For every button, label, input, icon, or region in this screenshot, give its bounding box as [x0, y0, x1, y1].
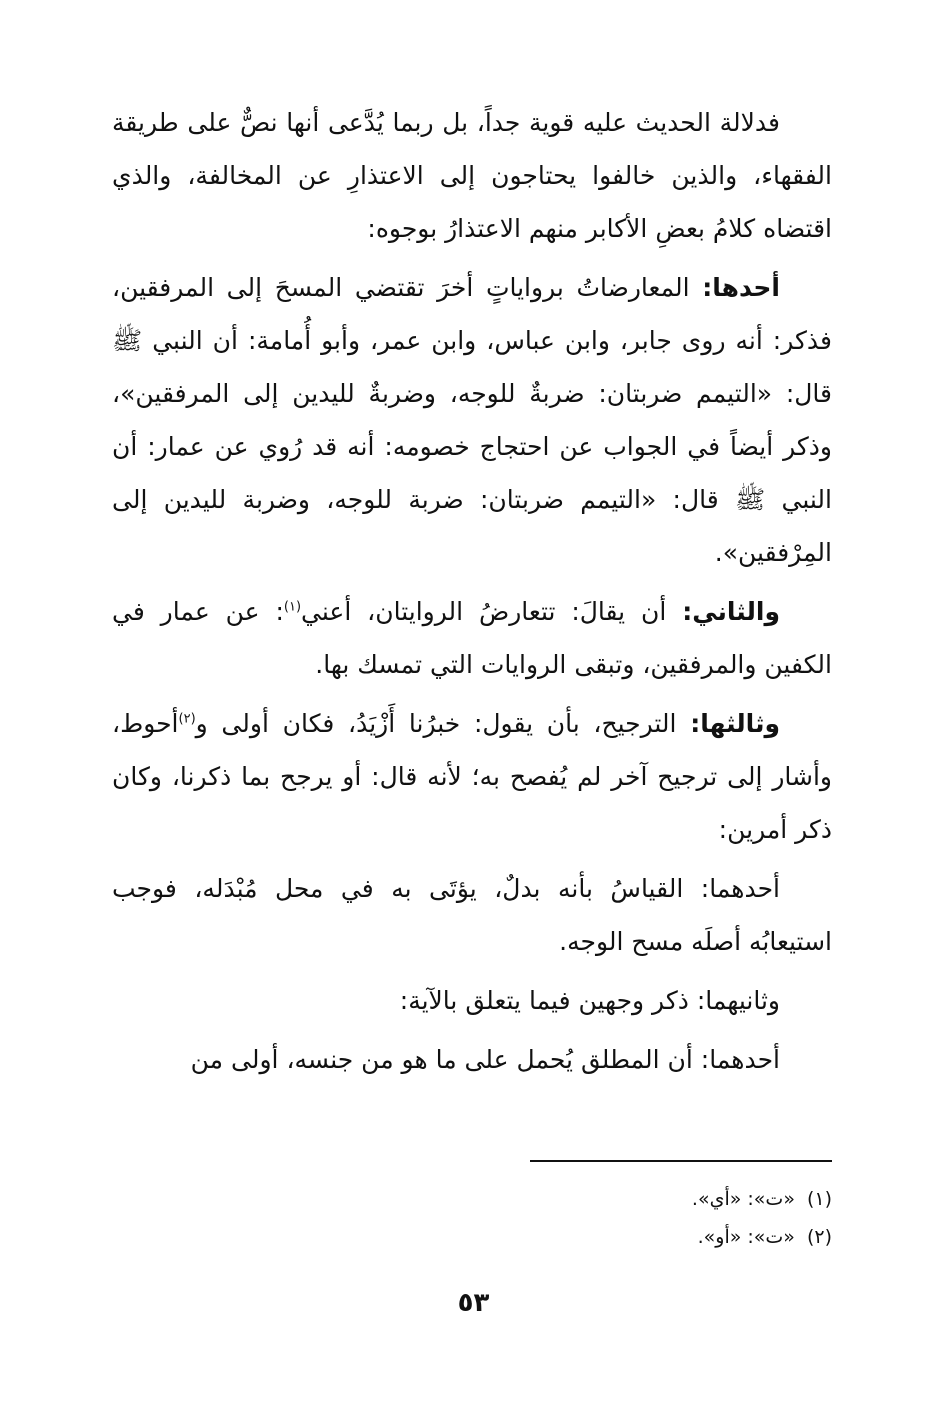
footnote-2: [112, 1218, 832, 1256]
footnote-1-text: «ت»: «أي».: [691, 1188, 795, 1210]
paragraph-7-text: أحدهما: أن المطلق يُحمل على ما هو من جنسه، أولى من: [190, 1045, 780, 1074]
paragraph-7: [112, 1033, 832, 1086]
footnote-2-number: (٢): [806, 1226, 832, 1248]
paragraph-5-text: أحدهما: القياسُ بأنه بدلٌ، يؤتَى به في محل مُبْدَله، فوجب استيعابُه أصلَه مسح الوجه.: [112, 874, 832, 956]
paragraph-4-lead: وثالثها:: [690, 709, 780, 738]
footnote-ref-2[interactable]: (٢): [178, 711, 196, 727]
paragraph-3: [112, 585, 832, 691]
paragraph-1: [112, 96, 832, 255]
paragraph-3-text-a: أن يقالَ: تتعارضُ الروايتان، أعني: [301, 597, 683, 626]
footnote-1-number: (١): [806, 1188, 832, 1210]
paragraph-6-text: وثانيهما: ذكر وجهين فيما يتعلق بالآية:: [399, 986, 780, 1015]
paragraph-3-text-b: : عن عمار في الكفين والمرفقين، وتبقى الروايات التي تمسك بها.: [112, 597, 832, 679]
page-number: ٥٣: [457, 1288, 490, 1318]
paragraph-2-lead: أحدها:: [702, 273, 780, 302]
paragraph-6: [112, 974, 832, 1027]
paragraph-4: [112, 697, 832, 856]
paragraph-4-text-b: أحوط، وأشار إلى ترجيح آخر لم يُفصح به؛ لأنه قال: أو يرجح بما ذكرنا، وكان ذكر أمرين:: [112, 709, 832, 844]
footnote-1: [112, 1180, 832, 1218]
paragraph-3-lead: والثاني:: [682, 597, 781, 626]
footnote-ref-1[interactable]: (١): [283, 599, 302, 615]
paragraph-2: [112, 261, 832, 579]
paragraph-2-text: المعارضاتُ برواياتٍ أخرَ تقتضي المسحَ إلى المرفقين، فذكر: أنه روى جابر، وابن عباس، وابن عمر، وأبو أُمامة: أن النبي ﷺ قال: «التيمم ضربتان: ضربةٌ للوجه، وضربةٌ لليدين إلى المرفقين»، وذكر أيضاً في الجواب عن احتجاج خصومه: أنه قد رُوي عن عمار: أن النبي ﷺ قال: «التيمم ضربتان: ضربة للوجه، وضربة لليدين إلى المِرْفقين».: [112, 273, 832, 567]
paragraph-4-text-a: الترجيح، بأن يقول: خبرُنا أَزْيَدُ، فكان أولى و: [195, 709, 691, 738]
paragraph-5: [112, 862, 832, 968]
footnote-2-text: «ت»: «أو».: [697, 1226, 795, 1248]
main-text: [112, 96, 832, 1086]
footnote-divider: [530, 1160, 832, 1162]
paragraph-1-text: فدلالة الحديث عليه قوية جداً، بل ربما يُدَّعى أنها نصٌّ على طريقة الفقهاء، والذين خالفوا يحتاجون إلى الاعتذارِ عن المخالفة، والذي اقتضاه كلامُ بعضِ الأكابر منهم الاعتذارُ بوجوه:: [112, 108, 832, 243]
footnotes: [112, 1180, 832, 1256]
